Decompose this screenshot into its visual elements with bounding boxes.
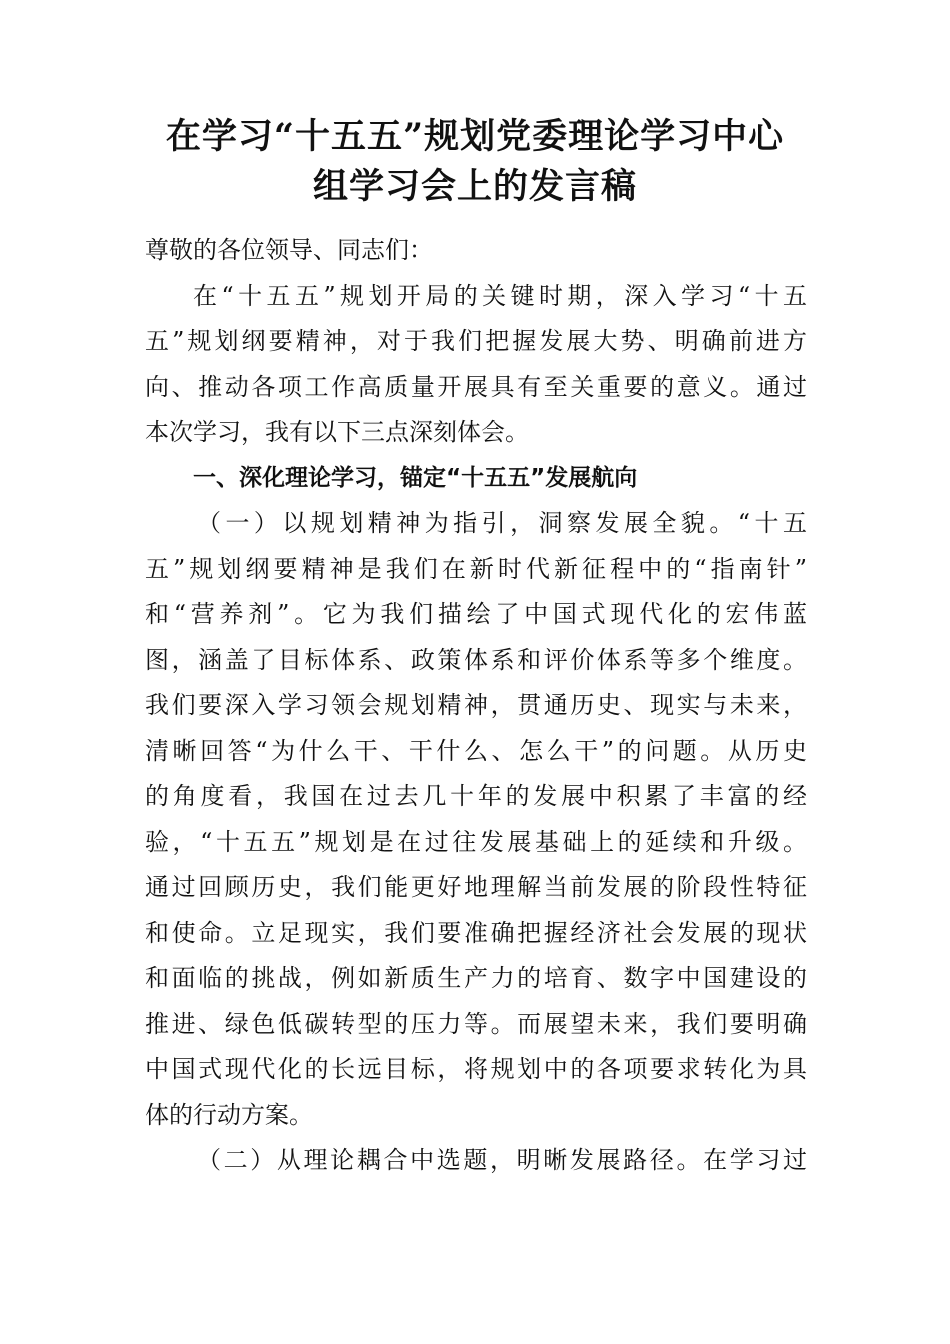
intro-paragraph <box>145 274 807 456</box>
paragraph-line: 中国式现代化的长远目标，将规划中的各项要求转化为具 <box>145 1055 807 1083</box>
paragraph-line: 的角度看，我国在过去几十年的发展中积累了丰富的经 <box>145 782 807 810</box>
paragraph-line: （一）以规划精神为指引，洞察发展全貌。“十五 <box>197 509 807 537</box>
paragraph-line: 五”规划纲要精神是我们在新时代新征程中的“指南针” <box>145 554 807 583</box>
paragraph-line: 在“十五五”规划开局的关键时期，深入学习“十五 <box>193 281 807 310</box>
paragraph-line: 我们要深入学习领会规划精神，贯通历史、现实与未来， <box>145 691 807 719</box>
title-line-2: 组学习会上的发言稿 <box>312 166 637 207</box>
paragraph-line: 和面临的挑战，例如新质生产力的培育、数字中国建设的 <box>145 964 807 992</box>
document-body <box>145 228 807 1184</box>
paragraph-line: 验，“十五五”规划是在过往发展基础上的延续和升级。 <box>145 827 807 856</box>
paragraph-line: 和使命。立足现实，我们要准确把握经济社会发展的现状 <box>145 918 807 947</box>
paragraph-line: 推进、绿色低碳转型的压力等。而展望未来，我们要明确 <box>145 1009 807 1038</box>
paragraph-line: （二）从理论耦合中选题，明晰发展路径。在学习过 <box>197 1146 807 1174</box>
paragraph-line: 清晰回答“为什么干、干什么、怎么干”的问题。从历史 <box>145 736 807 765</box>
paragraph-line: 通过回顾历史，我们能更好地理解当前发展的阶段性特征 <box>145 873 807 901</box>
paragraph-line: 图，涵盖了目标体系、政策体系和评价体系等多个维度。 <box>145 645 807 674</box>
salutation: 尊敬的各位领导、同志们： <box>145 236 433 264</box>
paragraph-line: 本次学习，我有以下三点深刻体会。 <box>145 418 529 446</box>
paragraph-1 <box>145 501 807 1138</box>
paragraph-2 <box>145 1138 807 1184</box>
paragraph-line: 五”规划纲要精神，对于我们把握发展大势、明确前进方 <box>145 327 807 355</box>
section-heading-1: 一、深化理论学习，锚定“十五五”发展航向 <box>193 464 638 491</box>
paragraph-line: 体的行动方案。 <box>145 1100 313 1129</box>
title-line-1: 在学习“十五五”规划党委理论学习中心 <box>165 116 785 157</box>
document-title <box>130 112 820 212</box>
paragraph-line: 向、推动各项工作高质量开展具有至关重要的意义。通过 <box>145 372 807 401</box>
paragraph-line: 和“营养剂”。它为我们描绘了中国式现代化的宏伟蓝 <box>145 600 807 628</box>
